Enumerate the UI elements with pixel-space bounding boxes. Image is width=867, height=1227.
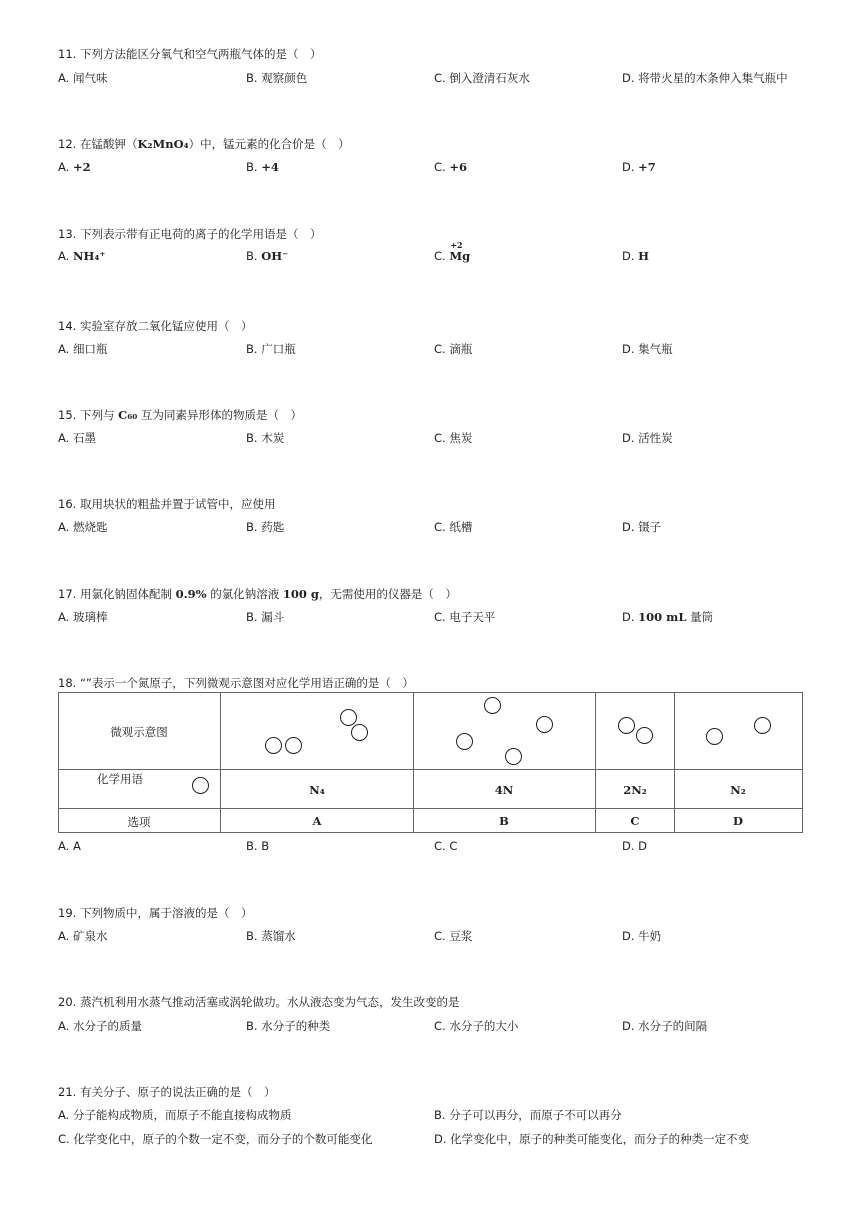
question-17-option-d[interactable]: D. 100 mL 量筒 [622,610,714,624]
question-12-option-b[interactable]: B. +4 [246,160,279,174]
question-20-option-a[interactable]: A. 水分子的质量 [58,1019,142,1033]
question-13-option-d[interactable]: D. H [622,249,650,263]
question-18-option-b[interactable]: B. B [246,839,270,853]
question-17-stem: 17. 用氯化钠固体配制 0.9% 的氯化钠溶液 100 g，无需使用的仪器是（ ） [58,587,457,601]
mg-charge-label: +2 [450,240,463,250]
question-11-option-c[interactable]: C. 倒入澄清石灰水 [434,71,530,85]
question-19-option-b[interactable]: B. 蒸馏水 [246,929,296,943]
formula-cell-c: 2N₂ [623,783,647,797]
question-13-option-a[interactable]: A. NH₄⁺ [58,249,106,263]
table-divider [674,692,675,833]
formula-percent: 0.9% [175,587,207,601]
nitrogen-atom-legend-icon [192,777,209,794]
nitrogen-atom-icon [265,737,282,754]
choice-cell-a: A [312,814,322,828]
question-20-option-b[interactable]: B. 水分子的种类 [246,1019,331,1033]
table-divider [595,692,596,833]
formula-cell-b: 4N [494,783,514,797]
question-19-option-d[interactable]: D. 牛奶 [622,929,662,943]
formula-cell-a: N₄ [309,783,325,797]
table-border-bottom [58,832,803,833]
question-12-stem: 12. 在锰酸钾（K₂MnO₄）中，锰元素的化合价是（ ） [58,137,350,151]
question-21-option-c[interactable]: C. 化学变化中，原子的个数一定不变，而分子的个数可能变化 [58,1132,373,1146]
question-20-option-d[interactable]: D. 水分子的间隔 [622,1019,708,1033]
nitrogen-atom-icon [636,727,653,744]
question-20-option-c[interactable]: C. 水分子的大小 [434,1019,519,1033]
nitrogen-atom-icon [456,733,473,750]
question-12-option-d[interactable]: D. +7 [622,160,656,174]
nitrogen-atom-icon [285,737,302,754]
table-border-right [802,692,803,833]
question-16-option-b[interactable]: B. 药匙 [246,520,285,534]
question-17-option-a[interactable]: A. 玻璃棒 [58,610,108,624]
nitrogen-atom-icon [351,724,368,741]
table-border-top [58,692,803,693]
question-18-option-c[interactable]: C. C [434,839,458,853]
question-17-option-c[interactable]: C. 电子天平 [434,610,496,624]
question-16-stem: 16. 取用块状的粗盐并置于试管中，应使用 [58,497,276,511]
question-11-option-b[interactable]: B. 观察颜色 [246,71,308,85]
question-18-option-a[interactable]: A. A [58,839,81,853]
question-11-option-d[interactable]: D. 将带火星的木条伸入集气瓶中 [622,71,788,85]
nitrogen-atom-icon [754,717,771,734]
choice-cell-c: C [630,814,640,828]
question-15-stem: 15. 下列与 C₆₀ 互为同素异形体的物质是（ ） [58,408,302,422]
question-21-option-b[interactable]: B. 分子可以再分，而原子不可以再分 [434,1108,622,1122]
question-21-option-a[interactable]: A. 分子能构成物质，而原子不能直接构成物质 [58,1108,292,1122]
question-15-option-d[interactable]: D. 活性炭 [622,431,673,445]
nitrogen-atom-icon [484,697,501,714]
question-20-stem: 20. 蒸汽机利用水蒸气推动活塞或涡轮做功。水从液态变为气态，发生改变的是 [58,995,460,1009]
question-13-option-b[interactable]: B. OH⁻ [246,249,289,263]
nitrogen-atom-icon [618,717,635,734]
question-13-option-c[interactable]: C. +2 Mg [434,240,471,263]
question-15-option-a[interactable]: A. 石墨 [58,431,96,445]
table-divider [220,692,221,833]
formula-c60: C₆₀ [118,408,138,422]
question-11-stem: 11. 下列方法能区分氧气和空气两瓶气体的是（ ） [58,47,322,61]
question-12-option-a[interactable]: A. +2 [58,160,91,174]
question-12-option-c[interactable]: C. +6 [434,160,467,174]
table-divider [413,692,414,833]
question-19-option-c[interactable]: C. 豆浆 [434,929,473,943]
question-18-option-d[interactable]: D. D [622,839,648,853]
nitrogen-atom-icon [536,716,553,733]
question-13-stem: 13. 下列表示带有正电荷的离子的化学用语是（ ） [58,227,322,241]
nitrogen-atom-icon [340,709,357,726]
question-17-option-b[interactable]: B. 漏斗 [246,610,285,624]
question-14-stem: 14. 实验室存放二氧化锰应使用（ ） [58,319,253,333]
table-border-left [58,692,59,833]
formula-mass: 100 g [282,587,319,601]
row-label-formula: 化学用语 [97,772,143,786]
question-15-option-c[interactable]: C. 焦炭 [434,431,473,445]
question-16-option-d[interactable]: D. 镊子 [622,520,662,534]
question-19-stem: 19. 下列物质中，属于溶液的是（ ） [58,906,253,920]
question-11-option-a[interactable]: A. 闻气味 [58,71,108,85]
question-14-option-b[interactable]: B. 广口瓶 [246,342,296,356]
question-16-option-a[interactable]: A. 燃烧匙 [58,520,108,534]
formula-k2mno4: K₂MnO₄ [137,137,189,151]
choice-cell-b: B [499,814,509,828]
question-16-option-c[interactable]: C. 纸槽 [434,520,473,534]
formula-cell-d: N₂ [730,783,746,797]
question-19-option-a[interactable]: A. 矿泉水 [58,929,108,943]
question-14-option-d[interactable]: D. 集气瓶 [622,342,673,356]
nitrogen-atom-icon [505,748,522,765]
table-divider [58,808,803,809]
nitrogen-atom-icon [706,728,723,745]
table-divider [58,769,803,770]
choice-cell-d: D [733,814,743,828]
question-14-option-c[interactable]: C. 滴瓶 [434,342,473,356]
row-label-choice: 选项 [127,815,151,829]
question-14-option-a[interactable]: A. 细口瓶 [58,342,108,356]
micro-diagram-table [58,692,803,833]
question-21-stem: 21. 有关分子、原子的说法正确的是（ ） [58,1085,276,1099]
question-15-option-b[interactable]: B. 木炭 [246,431,285,445]
question-21-option-d[interactable]: D. 化学变化中，原子的种类可能变化，而分子的种类一定不变 [434,1132,750,1146]
row-label-diagram: 微观示意图 [110,725,168,739]
question-18-stem: 18. “”表示一个氮原子，下列微观示意图对应化学用语正确的是（ ） [58,676,414,690]
